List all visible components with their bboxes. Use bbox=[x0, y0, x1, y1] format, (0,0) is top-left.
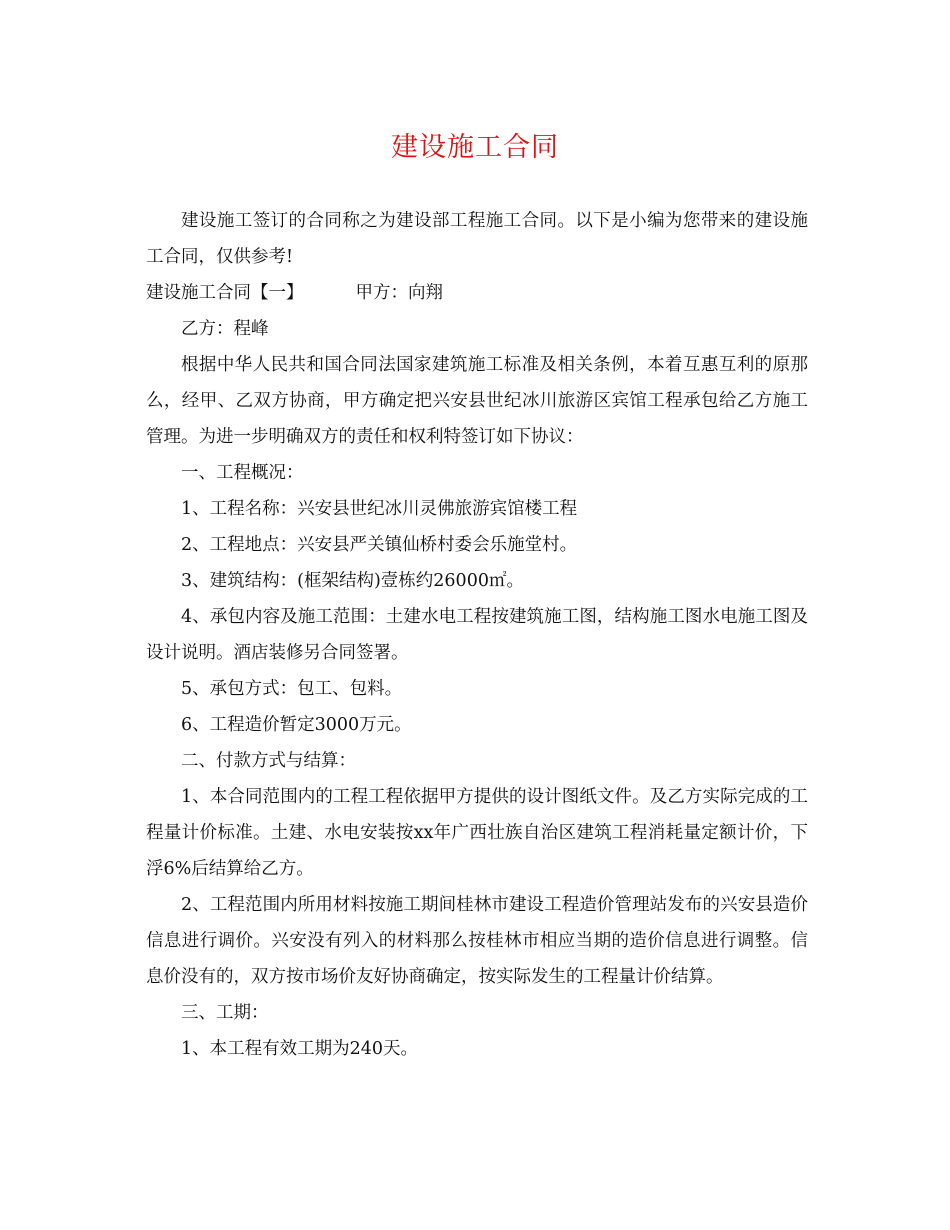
part1-item-3: 3、建筑结构：(框架结构)壹栋约26000㎡。 bbox=[181, 571, 524, 591]
part1-item-6: 6、工程造价暂定3000万元。 bbox=[181, 715, 412, 735]
intro-paragraph: 建设施工签订的合同称之为建设部工程施工合同。以下是小编为您带来的建设施工合同，仅供参考! bbox=[146, 211, 808, 267]
section-heading-line bbox=[146, 275, 808, 311]
party-b: 乙方：程峰 bbox=[181, 319, 269, 339]
part1-item-1: 1、工程名称：兴安县世纪冰川灵佛旅游宾馆楼工程 bbox=[181, 499, 578, 519]
part3-heading: 三、工期： bbox=[181, 1003, 269, 1023]
preamble-paragraph: 根据中华人民共和国合同法国家建筑施工标准及相关条例，本着互惠互利的原那么，经甲、乙双方协商，甲方确定把兴安县世纪冰川旅游区宾馆工程承包给乙方施工管理。为进一步明确双方的责任和权利特签订如下协议： bbox=[146, 355, 808, 447]
part2-item-2: 2、工程范围内所用材料按施工期间桂林市建设工程造价管理站发布的兴安县造价信息进行调价。兴安没有列入的材料那么按桂林市相应当期的造价信息进行调整。信息价没有的，双方按市场价友好协商确定，按实际发生的工程量计价结算。 bbox=[146, 895, 808, 987]
part2-item-1: 1、本合同范围内的工程工程依据甲方提供的设计图纸文件。及乙方实际完成的工程量计价标准。土建、水电安装按xx年广西壮族自治区建筑工程消耗量定额计价，下浮6%后结算给乙方。 bbox=[146, 787, 808, 879]
part1-item-5: 5、承包方式：包工、包料。 bbox=[181, 679, 403, 699]
part1-item-2: 2、工程地点：兴安县严关镇仙桥村委会乐施堂村。 bbox=[181, 535, 578, 555]
document-body bbox=[146, 203, 808, 1067]
section-heading: 建设施工合同【一】 bbox=[146, 283, 304, 303]
part3-item-1: 1、本工程有效工期为240天。 bbox=[181, 1039, 419, 1059]
document-title: 建设施工合同 bbox=[391, 132, 559, 163]
part2-heading: 二、付款方式与结算： bbox=[181, 751, 356, 771]
part1-heading: 一、工程概况： bbox=[181, 463, 304, 483]
part1-item-4: 4、承包内容及施工范围：土建水电工程按建筑施工图，结构施工图水电施工图及设计说明。酒店装修另合同签署。 bbox=[146, 607, 808, 663]
party-a: 甲方：向翔 bbox=[355, 283, 443, 303]
